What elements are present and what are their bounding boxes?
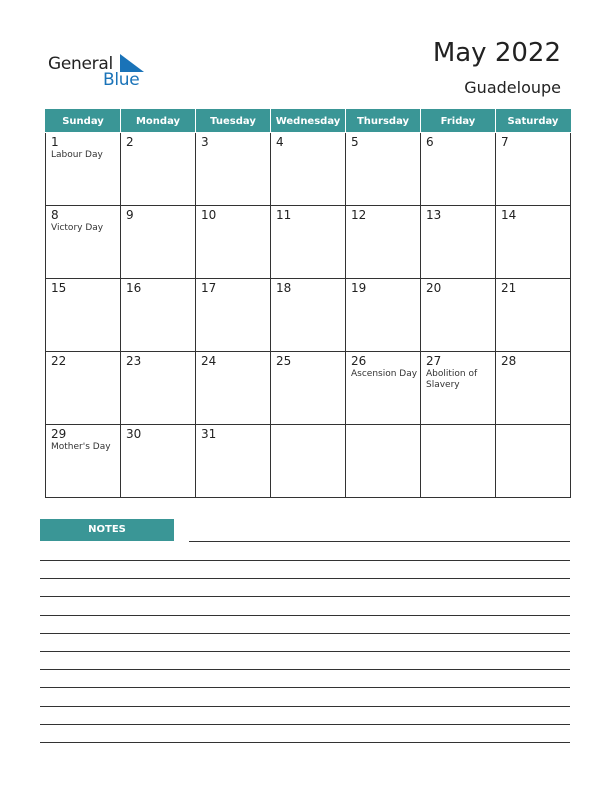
calendar-day-cell[interactable] <box>346 425 421 498</box>
holiday-label: Victory Day <box>51 223 104 233</box>
calendar-day-cell[interactable] <box>196 425 271 498</box>
calendar-day-cell[interactable] <box>421 133 496 206</box>
day-number: 19 <box>351 281 367 295</box>
day-number: 24 <box>201 354 217 368</box>
calendar-day-cell[interactable] <box>196 279 271 352</box>
day-number: 27 <box>426 354 442 368</box>
note-line <box>40 651 570 652</box>
calendar-day-cell[interactable] <box>46 352 121 425</box>
day-number: 17 <box>201 281 217 295</box>
calendar-day-cell[interactable] <box>496 133 571 206</box>
holiday-label: Ascension Day <box>351 369 418 379</box>
calendar-week-row <box>46 425 571 498</box>
weekday-saturday: Saturday <box>496 110 571 133</box>
day-number: 5 <box>351 135 359 149</box>
note-line <box>40 578 570 579</box>
holiday-label: Abolition of Slavery <box>426 369 478 390</box>
day-number: 28 <box>501 354 517 368</box>
calendar-day-cell[interactable] <box>421 425 496 498</box>
calendar-day-cell[interactable] <box>346 206 421 279</box>
note-line <box>40 633 570 634</box>
calendar-day-cell[interactable] <box>121 206 196 279</box>
day-number: 14 <box>501 208 517 222</box>
calendar-day-cell[interactable] <box>271 425 346 498</box>
calendar-grid <box>45 109 571 498</box>
day-number: 23 <box>126 354 142 368</box>
calendar-day-cell[interactable] <box>46 425 121 498</box>
calendar-day-cell[interactable] <box>271 133 346 206</box>
day-number: 4 <box>276 135 284 149</box>
day-number: 9 <box>126 208 134 222</box>
note-line <box>40 560 570 561</box>
calendar-day-cell[interactable] <box>271 279 346 352</box>
day-number: 6 <box>426 135 434 149</box>
day-number: 7 <box>501 135 509 149</box>
day-number: 3 <box>201 135 209 149</box>
calendar-day-cell[interactable] <box>121 133 196 206</box>
note-line <box>40 706 570 707</box>
note-line <box>189 541 570 542</box>
calendar-day-cell[interactable] <box>46 206 121 279</box>
calendar-body <box>46 133 571 498</box>
calendar-day-cell[interactable] <box>496 206 571 279</box>
day-number: 31 <box>201 427 217 441</box>
calendar-day-cell[interactable] <box>121 279 196 352</box>
country-subtitle: Guadeloupe <box>464 78 561 97</box>
calendar-day-cell[interactable] <box>346 352 421 425</box>
day-number: 15 <box>51 281 67 295</box>
calendar-day-cell[interactable] <box>271 352 346 425</box>
day-number: 29 <box>51 427 67 441</box>
calendar-day-cell[interactable] <box>421 352 496 425</box>
day-number: 20 <box>426 281 442 295</box>
holiday-label: Labour Day <box>51 150 103 160</box>
weekday-wednesday: Wednesday <box>271 110 346 133</box>
day-number: 11 <box>276 208 292 222</box>
weekday-monday: Monday <box>121 110 196 133</box>
day-number: 16 <box>126 281 142 295</box>
calendar-day-cell[interactable] <box>421 279 496 352</box>
calendar-day-cell[interactable] <box>496 279 571 352</box>
day-number: 30 <box>126 427 142 441</box>
notes-label: NOTES <box>40 519 174 541</box>
note-line <box>40 596 570 597</box>
logo <box>48 50 158 95</box>
calendar-week-row <box>46 279 571 352</box>
day-number: 18 <box>276 281 292 295</box>
day-number: 10 <box>201 208 217 222</box>
day-number: 25 <box>276 354 292 368</box>
day-number: 22 <box>51 354 67 368</box>
calendar-day-cell[interactable] <box>196 206 271 279</box>
calendar-day-cell[interactable] <box>46 279 121 352</box>
day-number: 12 <box>351 208 367 222</box>
calendar-day-cell[interactable] <box>121 425 196 498</box>
note-line <box>40 615 570 616</box>
calendar-week-row <box>46 133 571 206</box>
note-line <box>40 742 570 743</box>
day-number: 13 <box>426 208 442 222</box>
calendar-day-cell[interactable] <box>121 352 196 425</box>
calendar-day-cell[interactable] <box>496 425 571 498</box>
calendar-day-cell[interactable] <box>196 352 271 425</box>
calendar-day-cell[interactable] <box>496 352 571 425</box>
calendar-day-cell[interactable] <box>421 206 496 279</box>
weekday-friday: Friday <box>421 110 496 133</box>
calendar-day-cell[interactable] <box>46 133 121 206</box>
calendar-day-cell[interactable] <box>346 279 421 352</box>
calendar-day-cell[interactable] <box>346 133 421 206</box>
holiday-label: Mother's Day <box>51 442 111 452</box>
note-line <box>40 687 570 688</box>
weekday-thursday: Thursday <box>346 110 421 133</box>
logo-word-general: General <box>48 54 113 74</box>
day-number: 8 <box>51 208 59 222</box>
calendar-week-row <box>46 206 571 279</box>
weekday-tuesday: Tuesday <box>196 110 271 133</box>
logo-word-blue: Blue <box>103 70 140 90</box>
day-number: 26 <box>351 354 367 368</box>
weekday-header-row <box>46 110 571 133</box>
note-line <box>40 724 570 725</box>
calendar-day-cell[interactable] <box>271 206 346 279</box>
calendar-week-row <box>46 352 571 425</box>
calendar-day-cell[interactable] <box>196 133 271 206</box>
weekday-sunday: Sunday <box>46 110 121 133</box>
page-title: May 2022 <box>432 38 561 68</box>
note-line <box>40 669 570 670</box>
day-number: 1 <box>51 135 59 149</box>
day-number: 21 <box>501 281 517 295</box>
day-number: 2 <box>126 135 134 149</box>
